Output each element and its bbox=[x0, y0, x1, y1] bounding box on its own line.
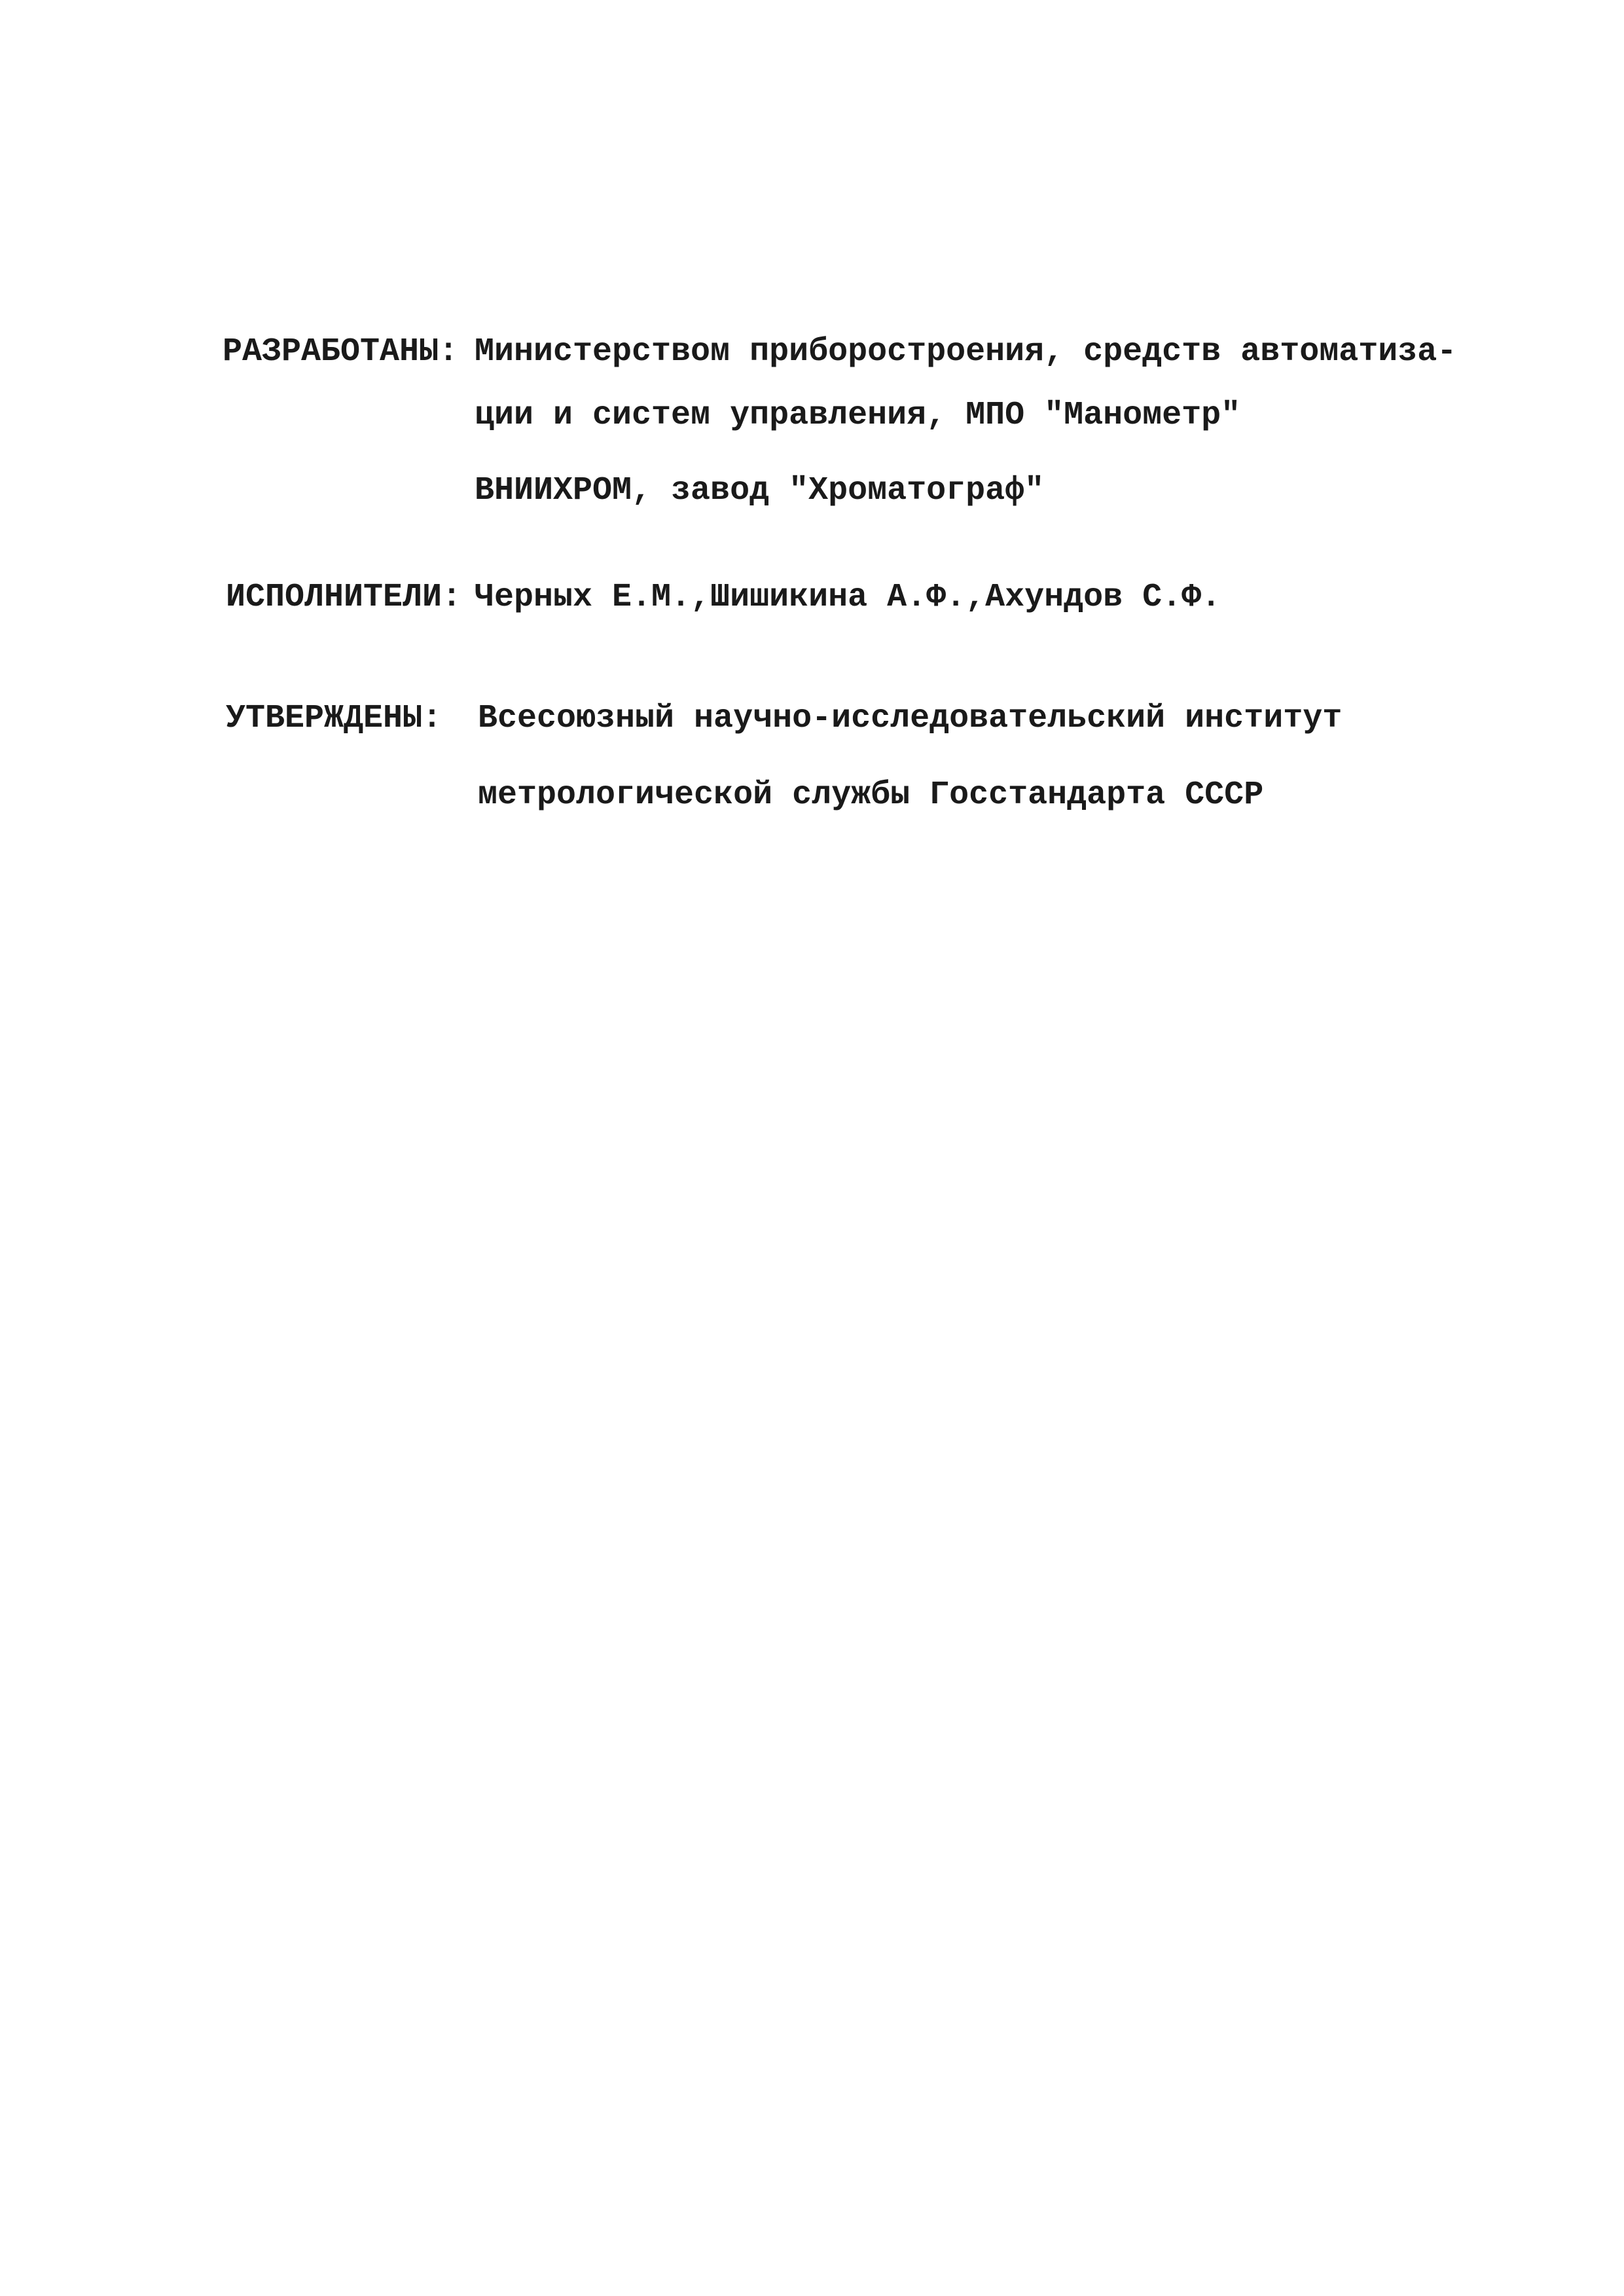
executors-text: Черных Е.М.,Шишикина А.Ф.,Ахундов С.Ф. bbox=[475, 579, 1221, 616]
developed-label: РАЗРАБОТАНЫ: bbox=[223, 333, 459, 371]
approved-line-2: метрологической службы Госстандарта СССР bbox=[478, 776, 1264, 814]
approved-line-1: Всесоюзный научно-исследовательский институт bbox=[478, 700, 1343, 737]
developed-line-2: ции и систем управления, МПО "Манометр" bbox=[475, 397, 1241, 434]
executors-label: ИСПОЛНИТЕЛИ: bbox=[226, 579, 462, 616]
approved-label: УТВЕРЖДЕНЫ: bbox=[226, 700, 442, 737]
developed-line-3: ВНИИХРОМ, завод "Хроматограф" bbox=[475, 472, 1045, 509]
developed-line-1: Министерством приборостроения, средств автоматиза- bbox=[475, 333, 1457, 371]
